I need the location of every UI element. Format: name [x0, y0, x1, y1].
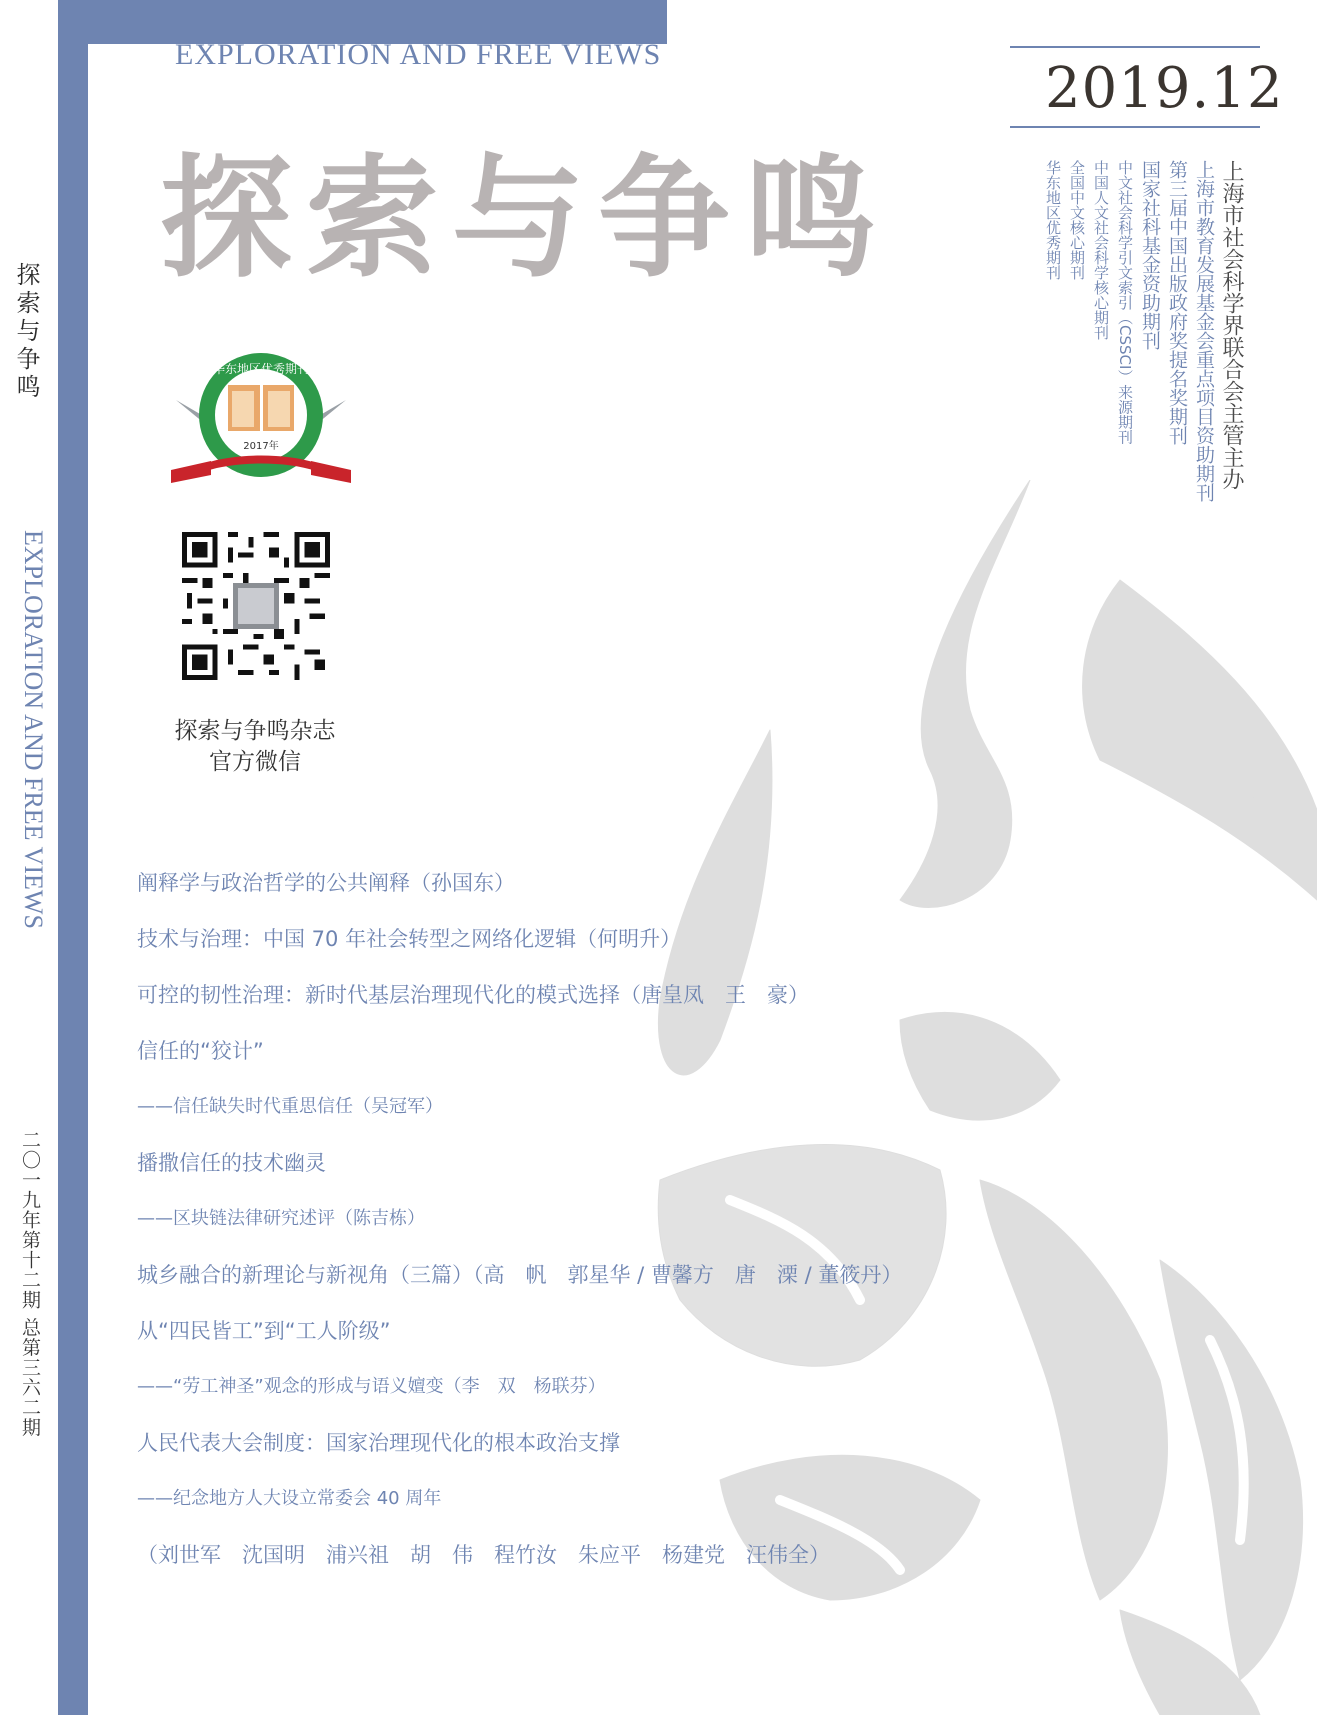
spine-color-band: [58, 0, 88, 1715]
toc-article: 人民代表大会制度：国家治理现代化的根本政治支撑: [137, 1431, 620, 1455]
toc-article: 播撒信任的技术幽灵: [137, 1151, 326, 1175]
sponsor-line: 中国人文社会科学核心期刊: [1092, 160, 1110, 340]
spine-chinese-title: 探索与争鸣: [12, 262, 40, 402]
award-badge-icon: [166, 345, 356, 505]
sponsor-line: 上海市社会科学界联合会主管主办: [1219, 160, 1244, 490]
sponsor-line: 第三届中国出版政府奖提名奖期刊: [1166, 160, 1188, 445]
spine-issue-number: 二〇一九年第十二期 总第三六二期: [19, 1130, 41, 1438]
toc-subtitle: ——信任缺失时代重思信任（吴冠军）: [137, 1096, 443, 1117]
sponsor-line: 华东地区优秀期刊: [1044, 160, 1062, 280]
date-rule-top: [1010, 46, 1260, 48]
date-rule-bottom: [1010, 126, 1260, 128]
toc-article: 技术与治理：中国 70 年社会转型之网络化逻辑（何明升）: [137, 927, 682, 951]
toc-authors: （刘世军 沈国明 浦兴祖 胡 伟 程竹汝 朱应平 杨建党 汪伟全）: [137, 1543, 830, 1567]
sponsor-list: [1038, 160, 1245, 502]
english-title: EXPLORATION AND FREE VIEWS: [175, 38, 662, 71]
spine-english-title: EXPLORATION AND FREE VIEWS: [19, 530, 48, 929]
qr-caption-line: 官方微信: [209, 749, 301, 775]
toc-subtitle: ——区块链法律研究述评（陈吉栋）: [137, 1208, 425, 1229]
toc-article: 阐释学与政治哲学的公共阐释（孙国东）: [137, 871, 515, 895]
toc-article: 信任的“狡计”: [137, 1039, 264, 1063]
sponsor-line: 国家社科基金资助期刊: [1139, 160, 1161, 350]
toc-subtitle: ——纪念地方人大设立常委会 40 周年: [137, 1488, 442, 1509]
sponsor-line: 中文社会科学引文索引（CSSCI）来源期刊: [1116, 160, 1134, 445]
toc-article: 城乡融合的新理论与新视角（三篇）（高 帆 郭星华 / 曹馨方 唐 溧 / 董筱丹）: [137, 1263, 903, 1287]
issue-date: 2019.12: [1045, 56, 1284, 121]
sponsor-line: 上海市教育发展基金会重点项目资助期刊: [1193, 160, 1215, 502]
badge-year: 2017年: [243, 441, 279, 452]
main-title-calligraphy: 探索与争鸣: [160, 141, 890, 296]
toc-article: 从“四民皆工”到“工人阶级”: [137, 1319, 391, 1343]
qr-caption: [150, 716, 360, 778]
sponsor-line: 全国中文核心期刊: [1068, 160, 1086, 280]
toc-article: 可控的韧性治理：新时代基层治理现代化的模式选择（唐皇凤 王 豪）: [137, 983, 809, 1007]
qr-code-icon[interactable]: [182, 532, 330, 680]
toc-subtitle: ——“劳工神圣”观念的形成与语义嬗变（李 双 杨联芬）: [137, 1376, 606, 1397]
table-of-contents: [137, 855, 1037, 1583]
qr-caption-line: 探索与争鸣杂志: [174, 718, 336, 744]
badge-ring-text: 华东地区优秀期刊: [212, 362, 310, 376]
